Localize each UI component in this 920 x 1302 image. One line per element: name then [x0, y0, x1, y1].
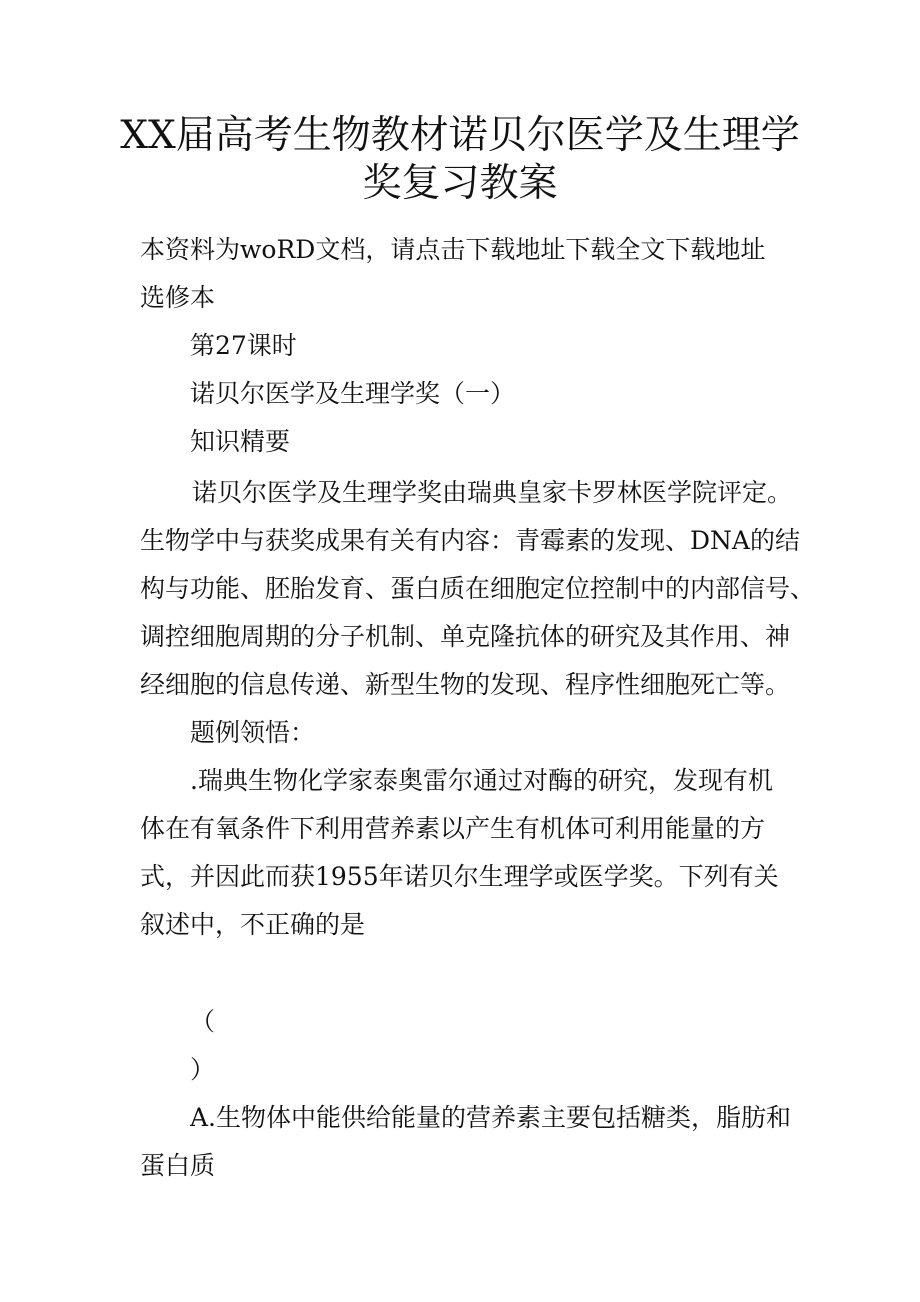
question-line: 体在有氧条件下利用营养素以产生有机体可利用能量的方 [140, 814, 766, 843]
document-title-line-1: XX届高考生物教材诺贝尔医学及生理学 [120, 113, 800, 158]
answer-bracket-open: （ [190, 1007, 216, 1036]
knowledge-paragraph-line: 调控细胞周期的分子机制、单克隆抗体的研究及其作用、神 [140, 622, 791, 651]
knowledge-paragraph-line: 经细胞的信息传递、新型生物的发现、程序性细胞死亡等。 [140, 670, 791, 699]
knowledge-paragraph-line: 诺贝尔医学及生理学奖由瑞典皇家卡罗林医学院评定。 [192, 478, 793, 507]
lesson-number: 第27课时 [190, 331, 297, 360]
option-a-line-2: 蛋白质 [140, 1151, 216, 1180]
section-title: 诺贝尔医学及生理学奖（一） [190, 379, 516, 408]
knowledge-heading: 知识精要 [190, 427, 291, 456]
question-line: 叙述中，不正确的是 [140, 910, 366, 939]
knowledge-paragraph-line: 构与功能、胚胎发育、蛋白质在细胞定位控制中的内部信号、 [140, 574, 816, 603]
intro-line-2: 选修本 [140, 283, 216, 312]
option-a-line-1: A.生物体中能供给能量的营养素主要包括糖类，脂肪和 [190, 1103, 792, 1132]
answer-bracket-close: ） [190, 1055, 216, 1084]
knowledge-paragraph-line: 生物学中与获奖成果有关有内容：青霉素的发现、DNA的结 [140, 526, 800, 555]
question-line: .瑞典生物化学家泰奥雷尔通过对酶的研究，发现有机 [190, 766, 773, 795]
intro-line-1: 本资料为woRD文档，请点击下载地址下载全文下载地址 [140, 235, 766, 264]
question-line: 式，并因此而获1955年诺贝尔生理学或医学奖。下列有关 [140, 862, 779, 891]
document-title-line-2: 奖复习教案 [362, 161, 558, 206]
example-heading: 题例领悟： [190, 718, 316, 747]
